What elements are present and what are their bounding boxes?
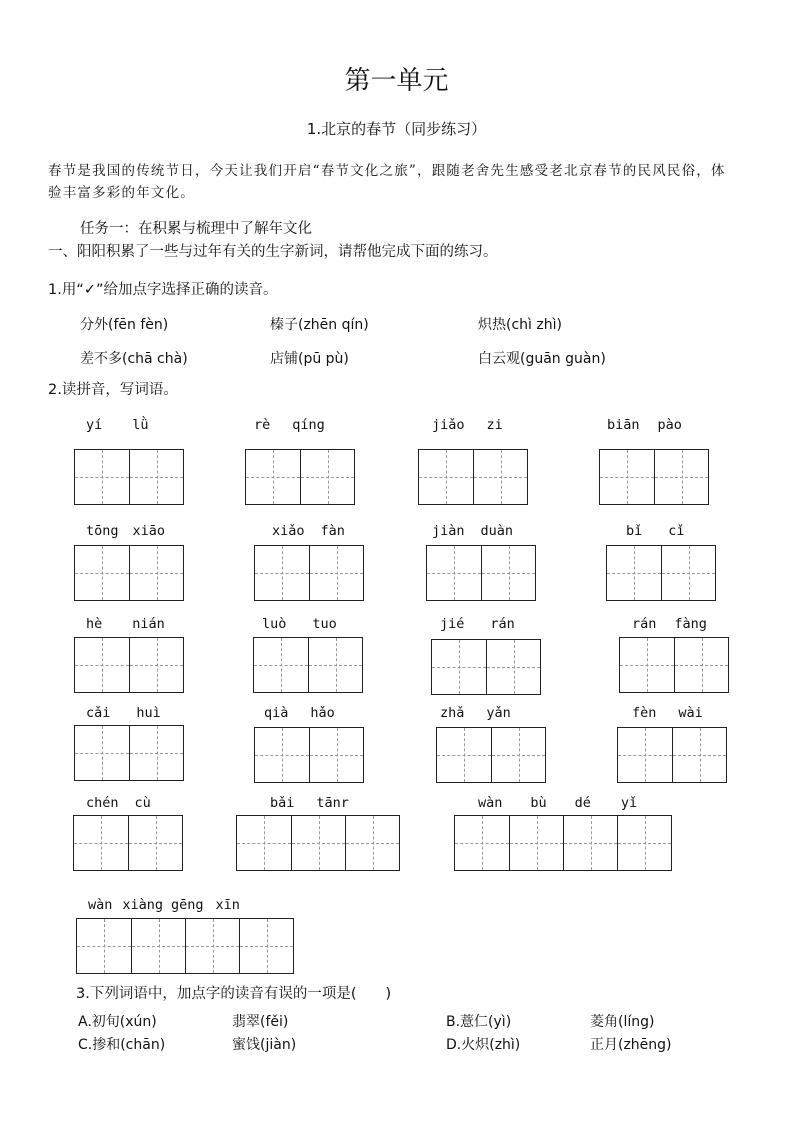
question-1-label: 1.用“✓”给加点字选择正确的读音。 [48,282,278,298]
pinyin-label: qià hǎo [264,705,335,721]
task-heading: 任务一：在积累与梳理中了解年文化 [80,221,312,237]
q1-option: 分外(fēn fèn) [80,317,169,333]
pinyin-label: hè nián [86,616,165,632]
q3-option-c: C.掺和(chān) [78,1037,166,1053]
answer-grid[interactable] [74,725,184,781]
answer-grid[interactable] [253,637,363,693]
question-2-label: 2.读拼音，写词语。 [48,382,178,398]
pinyin-label: fèn wài [632,705,703,721]
q3-option-b: B.薏仁(yì) [446,1014,512,1030]
answer-grid[interactable] [599,449,709,505]
q1-option: 榛子(zhēn qín) [270,317,369,333]
page-title: 第一单元 [344,66,449,96]
section-heading: 一、阳阳积累了一些与过年有关的生字新词，请帮他完成下面的练习。 [48,244,498,260]
q1-option: 炽热(chì zhì) [478,317,562,333]
pinyin-label: jié rán [440,616,515,632]
pinyin-label: yí lǜ [86,417,149,433]
pinyin-label: zhǎ yǎn [440,705,511,721]
answer-grid[interactable] [254,545,364,601]
answer-grid[interactable] [454,815,672,871]
q3-option-d-word: 正月(zhēng) [590,1037,672,1053]
pinyin-label: tōng xiāo [86,523,166,539]
pinyin-label: cǎi huì [86,705,161,721]
answer-grid[interactable] [436,727,546,783]
pinyin-label: wàn bù dé yǐ [478,795,638,811]
question-3-label: 3.下列词语中，加点字的读音有误的一项是( ) [76,986,392,1002]
q3-option-a-word: 翡翠(fěi) [232,1014,289,1030]
answer-grid[interactable] [606,545,716,601]
q1-option: 白云观(guān guàn) [478,351,606,367]
answer-grid[interactable] [74,449,184,505]
answer-grid[interactable] [254,727,364,783]
pinyin-label: jiàn duàn [432,523,514,539]
q3-option-a: A.初旬(xún) [78,1014,157,1030]
q3-option-c-word: 蜜饯(jiàn) [232,1037,297,1053]
q1-option: 差不多(chā chà) [80,351,188,367]
pinyin-label: bǐ cǐ [626,523,685,539]
intro-paragraph: 春节是我国的传统节日，今天让我们开启“春节文化之旅”，跟随老舍先生感受老北京春节的民风民俗，体验丰富多彩的年文化。 [48,163,726,201]
answer-grid[interactable] [617,727,727,783]
answer-grid[interactable] [431,639,541,695]
answer-grid[interactable] [73,815,183,871]
answer-grid[interactable] [236,815,400,871]
answer-grid[interactable] [245,449,355,505]
q3-option-d: D.火炽(zhì) [446,1037,521,1053]
q3-option-b-word: 菱角(líng) [590,1014,655,1030]
answer-grid[interactable] [74,545,184,601]
answer-grid[interactable] [76,918,294,974]
answer-grid[interactable] [74,637,184,693]
pinyin-label: biān pào [607,417,682,433]
pinyin-label: xiǎo fàn [272,523,345,539]
pinyin-label: rè qíng [254,417,325,433]
lesson-subtitle: 1.北京的春节（同步练习） [306,120,487,138]
answer-grid[interactable] [619,637,729,693]
pinyin-label: rán fàng [632,616,707,632]
q1-option: 店铺(pū pù) [270,351,349,367]
pinyin-label: chén cù [86,795,151,811]
answer-grid[interactable] [418,449,528,505]
pinyin-label: bǎi tānr [270,795,349,811]
checkmark-icon: ✓ [83,282,97,298]
pinyin-label: jiǎo zi [432,417,503,433]
answer-grid[interactable] [426,545,536,601]
pinyin-label: luò tuo [262,616,337,632]
pinyin-label: wàn xiàng gēng xīn [88,897,240,913]
